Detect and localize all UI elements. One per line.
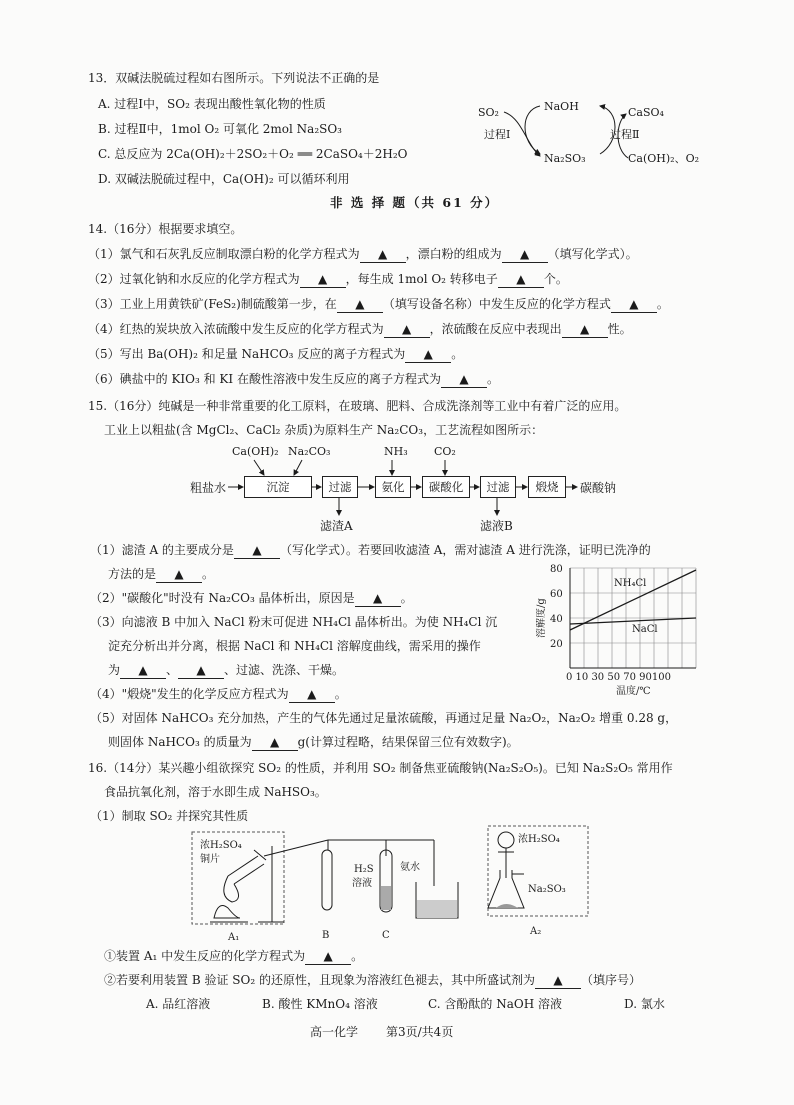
q13-proc1: 过程Ⅰ (484, 128, 511, 141)
q16-item-1 (104, 948, 363, 965)
label-c: C (382, 930, 390, 941)
q14-6-post: 。 (486, 372, 499, 386)
label-h2so4: 浓H₂SO₄ (200, 840, 242, 851)
answer-blank[interactable]: ▲ (355, 590, 401, 607)
answer-blank[interactable]: ▲ (441, 371, 487, 388)
q15-4 (90, 686, 347, 703)
q14-stem: 14.（16分）根据要求填空。 (88, 222, 243, 236)
q15-4-post: 。 (334, 687, 347, 701)
q15-5-post: g(计算过程略，结果保留三位有效数字)。 (297, 735, 519, 749)
q15-3-pre: 为 (108, 663, 121, 677)
answer-blank[interactable]: ▲ (611, 296, 657, 313)
q15-3-sep: 、 (166, 663, 179, 677)
answer-blank[interactable]: ▲ (502, 246, 548, 263)
q15-2 (90, 590, 413, 607)
q13-na2so3: Na₂SO₃ (544, 152, 586, 165)
q15-5-pre: 则固体 NaHCO₃ 的质量为 (108, 735, 252, 749)
q13-option-a: A. 过程Ⅰ中，SO₂ 表现出酸性氧化物的性质 (98, 97, 326, 111)
q16-item-2 (104, 972, 641, 989)
q15-1-pre: （1）滤渣 A 的主要成分是 (90, 543, 234, 557)
q14-item-5 (88, 346, 463, 363)
flow-step-precipitate: 沉淀 (244, 476, 312, 498)
q16-choice-a: A. 品红溶液 (146, 997, 211, 1011)
q15-2-pre: （2）"碳酸化"时没有 Na₂CO₃ 晶体析出，原因是 (90, 591, 355, 605)
label-h2s: H₂S (354, 864, 374, 875)
q13-option-d: D. 双碱法脱硫过程中，Ca(OH)₂ 可以循环利用 (98, 172, 350, 186)
q15-stem-1: 15.（16分）纯碱是一种非常重要的化工原料，在玻璃、肥料、合成洗涤剂等工业中有着广泛的应用。 (88, 399, 627, 413)
q16-2-pre: ②若要利用装置 B 验证 SO₂ 的还原性，且现象为溶液红色褪去，其中所盛试剂为 (104, 973, 535, 987)
q14-3-post: 。 (656, 297, 669, 311)
q14-4-pre: （4）红热的炭块放入浓硫酸中发生反应的化学方程式为 (88, 322, 384, 336)
q16-stem-1: 16.（14分）某兴趣小组欲探究 SO₂ 的性质，并利用 SO₂ 制备焦亚硫酸钠(Na₂S₂O₅)。已知 Na₂S₂O₅ 常用作 (88, 761, 673, 775)
q13-so2: SO₂ (478, 106, 499, 119)
q14-3-pre: （3）工业上用黄铁矿(FeS₂)制硫酸第一步，在 (88, 297, 337, 311)
q15-5-line-2 (108, 734, 519, 751)
flow-step-carbonate: 碳酸化 (422, 476, 470, 498)
q14-1-post: （填写化学式）。 (547, 247, 638, 261)
flow-step-filter-2: 过滤 (480, 476, 516, 498)
q14-item-2 (88, 271, 568, 288)
flow-reagent-na2co3: Na₂CO₃ (288, 445, 331, 458)
flow-input: 粗盐水 (190, 481, 227, 495)
answer-blank[interactable]: ▲ (337, 296, 383, 313)
flow-waste-a: 滤渣A (320, 519, 353, 533)
y-axis-label: 溶解度/g (536, 598, 547, 638)
q15-3-line-1: （3）向滤液 B 中加入 NaCl 粉末可促进 NH₄Cl 晶体析出。为使 NH₄Cl 沉 (90, 615, 498, 629)
answer-blank[interactable]: ▲ (178, 662, 224, 679)
label-a2: A₂ (530, 926, 542, 937)
q13-stem: 13．双碱法脱硫过程如右图所示。下列说法不正确的是 (88, 71, 380, 85)
flow-step-calcine: 煅烧 (528, 476, 566, 498)
answer-blank[interactable]: ▲ (405, 346, 451, 363)
apparatus-a1-b-c (188, 826, 484, 946)
label-na2so3: Na₂SO₃ (528, 884, 566, 895)
q15-4-pre: （4）"煅烧"发生的化学反应方程式为 (90, 687, 289, 701)
q13-option-c: C. 总反应为 2Ca(OH)₂＋2SO₂＋O₂ ══ 2CaSO₄＋2H₂O (98, 147, 408, 161)
flow-reagent-co2: CO₂ (434, 445, 456, 458)
answer-blank[interactable]: ▲ (120, 662, 166, 679)
xticks: 0 10 30 50 70 90100 (566, 672, 671, 683)
q16-choice-d: D. 氯水 (624, 997, 665, 1011)
q14-item-4 (88, 321, 632, 338)
label-ammonia: 氨水 (400, 862, 420, 873)
answer-blank[interactable]: ▲ (360, 246, 406, 263)
q14-5-post: 。 (451, 347, 464, 361)
q15-1-post: （写化学式）。若要回收滤渣 A，需对滤渣 A 进行洗涤，证明已洗净的 (279, 543, 651, 557)
q14-1-pre: （1）氯气和石灰乳反应制取漂白粉的化学方程式为 (88, 247, 360, 261)
flow-output: 碳酸钠 (580, 481, 617, 495)
flow-waste-b: 滤液B (480, 519, 513, 533)
q15-1b-pre: 方法的是 (108, 567, 157, 581)
q14-item-3 (88, 296, 669, 313)
ytick: 20 (550, 639, 563, 650)
answer-blank[interactable]: ▲ (562, 321, 608, 338)
label-a1: A₁ (228, 932, 240, 943)
footer-page: 第3页/共4页 (386, 1025, 454, 1039)
apparatus-a2 (484, 822, 594, 940)
q14-2-pre: （2）过氧化钠和水反应的化学方程式为 (88, 272, 300, 286)
q16-stem-2: 食品抗氧化剂，溶于水即生成 NaHSO₃。 (104, 785, 327, 799)
label-h2s-solution: 溶液 (352, 878, 372, 889)
q14-3-mid: （填写设备名称）中发生反应的化学方程式 (382, 297, 611, 311)
q15-3-post: 、过滤、洗涤、干燥。 (224, 663, 345, 677)
q13-caso4: CaSO₄ (628, 106, 664, 119)
ytick: 80 (550, 564, 563, 575)
q13-naoh: NaOH (544, 100, 579, 113)
flow-reagent-nh3: NH₃ (384, 445, 408, 458)
answer-blank[interactable]: ▲ (535, 972, 581, 989)
answer-blank[interactable]: ▲ (305, 948, 351, 965)
answer-blank[interactable]: ▲ (289, 686, 335, 703)
ytick: 40 (550, 614, 563, 625)
solubility-graph (536, 562, 716, 698)
answer-blank[interactable]: ▲ (156, 566, 202, 583)
q14-2-post: 个。 (543, 272, 568, 286)
q15-3-line-2: 淀充分析出并分离，根据 NaCl 和 NH₄Cl 溶解度曲线，需采用的操作 (108, 639, 481, 653)
answer-blank[interactable]: ▲ (234, 542, 280, 559)
q15-1-line-2 (108, 566, 214, 583)
answer-blank[interactable]: ▲ (300, 271, 346, 288)
label-b: B (322, 930, 330, 941)
q13-caoh2o2: Ca(OH)₂、O₂ (628, 152, 700, 165)
series-nh4cl-label: NH₄Cl (614, 578, 647, 589)
q15-1-line-1 (90, 542, 651, 559)
q16-part-1: （1）制取 SO₂ 并探究其性质 (90, 809, 249, 823)
q16-1-pre: ①装置 A₁ 中发生反应的化学方程式为 (104, 949, 306, 963)
flow-reagent-caoh2: Ca(OH)₂ (232, 445, 279, 458)
series-nacl-label: NaCl (632, 624, 658, 635)
q13-option-b: B. 过程Ⅱ中，1mol O₂ 可氧化 2mol Na₂SO₃ (98, 122, 342, 136)
q16-choice-b: B. 酸性 KMnO₄ 溶液 (262, 997, 378, 1011)
q14-item-6 (88, 371, 499, 388)
q13-proc2: 过程Ⅱ (610, 128, 640, 141)
answer-blank[interactable]: ▲ (384, 321, 430, 338)
q14-4-post: 性。 (607, 322, 632, 336)
q15-2-post: 。 (400, 591, 413, 605)
flow-step-filter-1: 过滤 (322, 476, 358, 498)
flow-step-ammoniate: 氨化 (375, 476, 411, 498)
footer-subject: 高一化学 (310, 1025, 359, 1039)
label-h2so4-2: 浓H₂SO₄ (518, 834, 560, 845)
x-axis-label: 温度/℃ (616, 686, 651, 697)
label-cu: 铜片 (200, 854, 220, 865)
q15-3-line-3 (108, 662, 344, 679)
q15-1b-post: 。 (202, 567, 215, 581)
q15-stem-2: 工业上以粗盐(含 MgCl₂、CaCl₂ 杂质)为原料生产 Na₂CO₃，工艺流程如图所示： (104, 423, 544, 437)
answer-blank[interactable]: ▲ (498, 271, 544, 288)
q16-1-post: 。 (351, 949, 364, 963)
answer-blank[interactable]: ▲ (252, 734, 298, 751)
q16-choice-c: C. 含酚酞的 NaOH 溶液 (428, 997, 562, 1011)
q14-6-pre: （6）碘盐中的 KIO₃ 和 KI 在酸性溶液中发生反应的离子方程式为 (88, 372, 441, 386)
q16-2-post: （填序号） (580, 973, 641, 987)
q13-cycle-diagram (470, 92, 710, 174)
q14-2-mid: ，每生成 1mol O₂ 转移电子 (345, 272, 498, 286)
q15-5-line-1: （5）对固体 NaHCO₃ 充分加热，产生的气体先通过足量浓硫酸，再通过足量 Na₂O₂，Na₂O₂ 增重 0.28 g， (90, 711, 678, 725)
section-title: 非 选 择 题（共 61 分） (330, 195, 500, 210)
q14-4-mid: ，浓硫酸在反应中表现出 (429, 322, 562, 336)
q14-5-pre: （5）写出 Ba(OH)₂ 和足量 NaHCO₃ 反应的离子方程式为 (88, 347, 406, 361)
q14-1-mid: ，漂白粉的组成为 (405, 247, 502, 261)
q14-item-1 (88, 246, 638, 263)
ytick: 60 (550, 589, 563, 600)
